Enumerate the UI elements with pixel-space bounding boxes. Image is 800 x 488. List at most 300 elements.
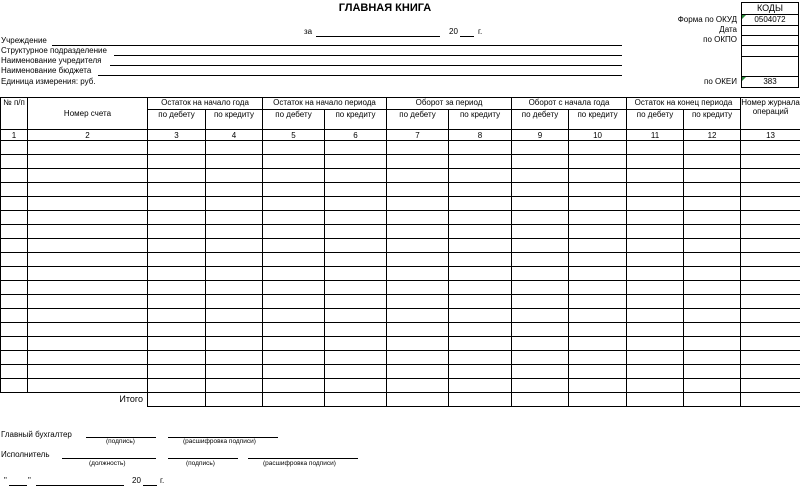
table-cell[interactable] <box>512 309 569 323</box>
code-blank-2[interactable] <box>742 57 798 77</box>
table-cell[interactable] <box>263 323 325 337</box>
table-cell[interactable] <box>28 337 148 351</box>
table-cell[interactable] <box>263 141 325 155</box>
table-cell[interactable] <box>28 323 148 337</box>
table-cell[interactable] <box>387 211 449 225</box>
table-cell[interactable] <box>206 225 263 239</box>
total-cell[interactable] <box>206 393 263 407</box>
table-cell[interactable] <box>325 337 387 351</box>
table-cell[interactable] <box>627 337 684 351</box>
total-cell[interactable] <box>263 393 325 407</box>
col-number-header: № п/п <box>1 98 28 130</box>
table-cell[interactable] <box>325 365 387 379</box>
table-cell[interactable] <box>28 155 148 169</box>
table-cell[interactable] <box>387 365 449 379</box>
table-cell[interactable] <box>569 295 627 309</box>
col-journal-header: Номер журнала операций <box>741 98 800 130</box>
field-budget: Наименование бюджета <box>1 66 92 75</box>
table-cell[interactable] <box>627 155 684 169</box>
table-cell[interactable] <box>627 183 684 197</box>
table-cell[interactable] <box>512 281 569 295</box>
table-cell[interactable] <box>325 225 387 239</box>
table-cell[interactable] <box>449 253 512 267</box>
table-cell[interactable] <box>512 155 569 169</box>
table-row <box>1 379 800 393</box>
table-cell[interactable] <box>206 169 263 183</box>
chief-accountant-label: Главный бухгалтер <box>1 430 72 439</box>
table-cell[interactable] <box>387 267 449 281</box>
table-cell[interactable] <box>741 337 800 351</box>
table-cell[interactable] <box>741 323 800 337</box>
date-year-line[interactable] <box>143 485 157 486</box>
table-cell[interactable] <box>684 183 741 197</box>
column-number: 8 <box>449 130 512 141</box>
table-cell[interactable] <box>627 141 684 155</box>
date-quote-close: " <box>28 476 31 485</box>
table-cell[interactable] <box>684 239 741 253</box>
table-cell[interactable] <box>325 323 387 337</box>
table-cell[interactable] <box>569 267 627 281</box>
table-cell[interactable] <box>263 379 325 393</box>
table-cell[interactable] <box>325 183 387 197</box>
date-value[interactable] <box>742 26 798 36</box>
table-cell[interactable] <box>1 155 28 169</box>
year-line[interactable] <box>460 36 474 37</box>
table-cell[interactable] <box>263 309 325 323</box>
table-cell[interactable] <box>684 337 741 351</box>
okpo-value[interactable] <box>742 36 798 46</box>
table-cell[interactable] <box>28 197 148 211</box>
table-cell[interactable] <box>28 253 148 267</box>
table-cell[interactable] <box>512 365 569 379</box>
table-cell[interactable] <box>263 351 325 365</box>
debit-header: по дебету <box>512 110 569 130</box>
table-cell[interactable] <box>741 365 800 379</box>
table-cell[interactable] <box>512 351 569 365</box>
table-cell[interactable] <box>148 211 206 225</box>
table-cell[interactable] <box>449 365 512 379</box>
table-cell[interactable] <box>684 155 741 169</box>
table-cell[interactable] <box>263 169 325 183</box>
table-cell[interactable] <box>741 239 800 253</box>
table-cell[interactable] <box>741 183 800 197</box>
table-cell[interactable] <box>148 351 206 365</box>
table-cell[interactable] <box>449 337 512 351</box>
table-cell[interactable] <box>741 267 800 281</box>
table-cell[interactable] <box>684 169 741 183</box>
table-cell[interactable] <box>741 225 800 239</box>
table-cell[interactable] <box>263 155 325 169</box>
total-cell[interactable] <box>449 393 512 407</box>
col-account-header: Номер счета <box>28 98 148 130</box>
table-cell[interactable] <box>206 351 263 365</box>
table-cell[interactable] <box>512 253 569 267</box>
table-cell[interactable] <box>449 239 512 253</box>
table-cell[interactable] <box>148 365 206 379</box>
table-cell[interactable] <box>325 239 387 253</box>
table-cell[interactable] <box>449 225 512 239</box>
table-cell[interactable] <box>28 141 148 155</box>
table-cell[interactable] <box>28 351 148 365</box>
table-cell[interactable] <box>684 141 741 155</box>
table-cell[interactable] <box>627 267 684 281</box>
table-cell[interactable] <box>1 197 28 211</box>
debit-header: по дебету <box>263 110 325 130</box>
table-cell[interactable] <box>387 169 449 183</box>
table-cell[interactable] <box>263 183 325 197</box>
table-cell[interactable] <box>741 211 800 225</box>
table-cell[interactable] <box>148 337 206 351</box>
table-cell[interactable] <box>206 211 263 225</box>
table-cell[interactable] <box>325 351 387 365</box>
table-cell[interactable] <box>387 379 449 393</box>
table-cell[interactable] <box>148 197 206 211</box>
table-cell[interactable] <box>1 169 28 183</box>
column-number: 2 <box>28 130 148 141</box>
table-cell[interactable] <box>512 323 569 337</box>
table-cell[interactable] <box>28 183 148 197</box>
table-cell[interactable] <box>449 169 512 183</box>
table-cell[interactable] <box>449 141 512 155</box>
table-cell[interactable] <box>569 183 627 197</box>
table-cell[interactable] <box>569 379 627 393</box>
table-cell[interactable] <box>148 225 206 239</box>
table-cell[interactable] <box>1 211 28 225</box>
table-row <box>1 253 800 267</box>
table-cell[interactable] <box>1 337 28 351</box>
table-cell[interactable] <box>449 267 512 281</box>
year-suffix: г. <box>478 27 483 36</box>
table-cell[interactable] <box>569 253 627 267</box>
table-cell[interactable] <box>449 197 512 211</box>
table-cell[interactable] <box>627 211 684 225</box>
table-cell[interactable] <box>1 379 28 393</box>
table-cell[interactable] <box>569 141 627 155</box>
field-budget-line[interactable] <box>98 75 622 76</box>
table-cell[interactable] <box>28 225 148 239</box>
table-cell[interactable] <box>148 379 206 393</box>
table-cell[interactable] <box>148 281 206 295</box>
table-cell[interactable] <box>325 253 387 267</box>
table-cell[interactable] <box>449 281 512 295</box>
table-cell[interactable] <box>148 309 206 323</box>
table-cell[interactable] <box>512 169 569 183</box>
executor-decoding-caption: (расшифровка подписи) <box>263 460 336 467</box>
table-cell[interactable] <box>263 365 325 379</box>
table-cell[interactable] <box>148 323 206 337</box>
table-cell[interactable] <box>1 267 28 281</box>
table-cell[interactable] <box>148 239 206 253</box>
table-cell[interactable] <box>28 281 148 295</box>
table-cell[interactable] <box>741 253 800 267</box>
field-founder-line[interactable] <box>110 65 622 66</box>
executor-signature-line[interactable] <box>168 458 238 459</box>
table-cell[interactable] <box>263 211 325 225</box>
table-cell[interactable] <box>512 225 569 239</box>
total-cell[interactable] <box>627 393 684 407</box>
table-row <box>1 155 800 169</box>
total-cell[interactable] <box>512 393 569 407</box>
page-title: ГЛАВНАЯ КНИГА <box>338 2 432 14</box>
total-cell[interactable] <box>387 393 449 407</box>
table-cell[interactable] <box>325 267 387 281</box>
okud-value[interactable]: 0504072 <box>742 15 798 26</box>
table-cell[interactable] <box>206 323 263 337</box>
table-row <box>1 309 800 323</box>
table-cell[interactable] <box>627 351 684 365</box>
table-row <box>1 337 800 351</box>
table-cell[interactable] <box>206 267 263 281</box>
table-cell[interactable] <box>263 337 325 351</box>
column-number: 4 <box>206 130 263 141</box>
table-cell[interactable] <box>263 253 325 267</box>
table-cell[interactable] <box>741 197 800 211</box>
table-cell[interactable] <box>449 211 512 225</box>
table-cell[interactable] <box>684 351 741 365</box>
table-cell[interactable] <box>206 379 263 393</box>
table-cell[interactable] <box>569 211 627 225</box>
debit-header: по дебету <box>627 110 684 130</box>
table-cell[interactable] <box>148 155 206 169</box>
table-cell[interactable] <box>1 225 28 239</box>
table-cell[interactable] <box>684 379 741 393</box>
table-cell[interactable] <box>512 183 569 197</box>
table-cell[interactable] <box>387 155 449 169</box>
table-cell[interactable] <box>387 141 449 155</box>
table-cell[interactable] <box>741 379 800 393</box>
table-cell[interactable] <box>263 225 325 239</box>
date-month-line[interactable] <box>36 485 124 486</box>
table-cell[interactable] <box>512 197 569 211</box>
table-cell[interactable] <box>1 281 28 295</box>
table-cell[interactable] <box>569 197 627 211</box>
table-cell[interactable] <box>387 197 449 211</box>
table-cell[interactable] <box>569 281 627 295</box>
table-row <box>1 295 800 309</box>
table-cell[interactable] <box>512 267 569 281</box>
table-cell[interactable] <box>387 239 449 253</box>
table-cell[interactable] <box>741 351 800 365</box>
table-cell[interactable] <box>206 141 263 155</box>
table-cell[interactable] <box>28 295 148 309</box>
table-cell[interactable] <box>148 169 206 183</box>
table-cell[interactable] <box>1 295 28 309</box>
table-cell[interactable] <box>325 141 387 155</box>
table-cell[interactable] <box>206 309 263 323</box>
table-cell[interactable] <box>206 183 263 197</box>
table-cell[interactable] <box>449 155 512 169</box>
table-cell[interactable] <box>512 379 569 393</box>
table-cell[interactable] <box>741 309 800 323</box>
table-cell[interactable] <box>627 225 684 239</box>
table-cell[interactable] <box>387 183 449 197</box>
table-cell[interactable] <box>684 197 741 211</box>
table-cell[interactable] <box>627 169 684 183</box>
table-cell[interactable] <box>741 281 800 295</box>
table-cell[interactable] <box>28 379 148 393</box>
table-cell[interactable] <box>325 309 387 323</box>
column-number: 11 <box>627 130 684 141</box>
table-cell[interactable] <box>387 253 449 267</box>
table-cell[interactable] <box>263 239 325 253</box>
table-cell[interactable] <box>1 239 28 253</box>
total-cell[interactable] <box>569 393 627 407</box>
table-row <box>1 197 800 211</box>
table-cell[interactable] <box>206 337 263 351</box>
table-cell[interactable] <box>569 309 627 323</box>
table-cell[interactable] <box>387 225 449 239</box>
table-cell[interactable] <box>28 267 148 281</box>
table-cell[interactable] <box>387 281 449 295</box>
debit-header: по дебету <box>148 110 206 130</box>
table-cell[interactable] <box>387 295 449 309</box>
executor-decoding-line[interactable] <box>248 458 358 459</box>
table-cell[interactable] <box>569 323 627 337</box>
table-cell[interactable] <box>627 253 684 267</box>
table-cell[interactable] <box>148 183 206 197</box>
chief-decoding-caption: (расшифровка подписи) <box>183 438 256 445</box>
table-cell[interactable] <box>1 253 28 267</box>
table-cell[interactable] <box>1 323 28 337</box>
table-cell[interactable] <box>28 365 148 379</box>
table-cell[interactable] <box>206 365 263 379</box>
table-cell[interactable] <box>325 211 387 225</box>
table-cell[interactable] <box>449 309 512 323</box>
executor-position-line[interactable] <box>62 458 156 459</box>
table-cell[interactable] <box>627 281 684 295</box>
date-day-line[interactable] <box>9 485 27 486</box>
table-cell[interactable] <box>684 253 741 267</box>
table-cell[interactable] <box>449 351 512 365</box>
table-cell[interactable] <box>28 169 148 183</box>
table-cell[interactable] <box>512 211 569 225</box>
field-institution-line[interactable] <box>52 45 622 46</box>
table-cell[interactable] <box>684 225 741 239</box>
table-cell[interactable] <box>387 309 449 323</box>
table-cell[interactable] <box>684 323 741 337</box>
table-cell[interactable] <box>263 267 325 281</box>
table-cell[interactable] <box>1 309 28 323</box>
table-cell[interactable] <box>325 379 387 393</box>
field-institution: Учреждение <box>1 36 47 45</box>
table-cell[interactable] <box>741 295 800 309</box>
codes-header: КОДЫ <box>742 3 798 15</box>
table-cell[interactable] <box>1 351 28 365</box>
table-cell[interactable] <box>627 197 684 211</box>
okei-value[interactable]: 383 <box>763 77 777 86</box>
table-cell[interactable] <box>569 169 627 183</box>
table-cell[interactable] <box>569 155 627 169</box>
table-cell[interactable] <box>1 141 28 155</box>
table-cell[interactable] <box>28 239 148 253</box>
date-label: Дата <box>719 25 737 34</box>
table-cell[interactable] <box>449 379 512 393</box>
table-cell[interactable] <box>684 309 741 323</box>
table-cell[interactable] <box>627 309 684 323</box>
table-cell[interactable] <box>148 295 206 309</box>
total-cell[interactable] <box>741 393 800 407</box>
okei-label: по ОКЕИ <box>704 77 737 86</box>
table-cell[interactable] <box>387 337 449 351</box>
table-row <box>1 211 800 225</box>
table-cell[interactable] <box>627 295 684 309</box>
table-cell[interactable] <box>387 351 449 365</box>
table-cell[interactable] <box>387 323 449 337</box>
credit-header: по кредиту <box>569 110 627 130</box>
table-cell[interactable] <box>741 141 800 155</box>
table-cell[interactable] <box>206 197 263 211</box>
table-cell[interactable] <box>148 141 206 155</box>
table-cell[interactable] <box>627 379 684 393</box>
table-cell[interactable] <box>206 155 263 169</box>
table-cell[interactable] <box>741 169 800 183</box>
table-cell[interactable] <box>684 267 741 281</box>
table-cell[interactable] <box>512 337 569 351</box>
table-cell[interactable] <box>512 141 569 155</box>
table-cell[interactable] <box>325 197 387 211</box>
table-cell[interactable] <box>1 365 28 379</box>
column-number: 7 <box>387 130 449 141</box>
table-cell[interactable] <box>627 323 684 337</box>
table-cell[interactable] <box>263 197 325 211</box>
table-cell[interactable] <box>569 239 627 253</box>
table-cell[interactable] <box>206 253 263 267</box>
table-cell[interactable] <box>449 295 512 309</box>
table-cell[interactable] <box>569 365 627 379</box>
table-cell[interactable] <box>569 337 627 351</box>
table-cell[interactable] <box>263 281 325 295</box>
table-cell[interactable] <box>569 225 627 239</box>
table-cell[interactable] <box>1 183 28 197</box>
table-cell[interactable] <box>28 211 148 225</box>
table-cell[interactable] <box>684 365 741 379</box>
table-cell[interactable] <box>512 239 569 253</box>
table-cell[interactable] <box>627 365 684 379</box>
table-cell[interactable] <box>206 281 263 295</box>
table-cell[interactable] <box>684 211 741 225</box>
period-line[interactable] <box>316 36 440 37</box>
cell-marker-icon <box>742 15 746 19</box>
field-subdivision-line[interactable] <box>114 55 622 56</box>
table-row <box>1 141 800 155</box>
table-cell[interactable] <box>263 295 325 309</box>
table-cell[interactable] <box>569 351 627 365</box>
table-cell[interactable] <box>684 295 741 309</box>
table-cell[interactable] <box>325 155 387 169</box>
table-cell[interactable] <box>627 239 684 253</box>
table-cell[interactable] <box>28 309 148 323</box>
table-cell[interactable] <box>449 323 512 337</box>
table-cell[interactable] <box>325 169 387 183</box>
total-cell[interactable] <box>325 393 387 407</box>
table-cell[interactable] <box>325 295 387 309</box>
table-cell[interactable] <box>512 295 569 309</box>
table-cell[interactable] <box>148 253 206 267</box>
column-number: 1 <box>1 130 28 141</box>
total-cell[interactable] <box>684 393 741 407</box>
table-cell[interactable] <box>206 239 263 253</box>
table-cell[interactable] <box>741 155 800 169</box>
table-row <box>1 239 800 253</box>
field-founder: Наименование учредителя <box>1 56 102 65</box>
table-cell[interactable] <box>148 267 206 281</box>
table-cell[interactable] <box>325 281 387 295</box>
table-cell[interactable] <box>449 183 512 197</box>
table-cell[interactable] <box>684 281 741 295</box>
total-cell[interactable] <box>148 393 206 407</box>
table-cell[interactable] <box>206 295 263 309</box>
code-blank-1[interactable] <box>742 46 798 57</box>
